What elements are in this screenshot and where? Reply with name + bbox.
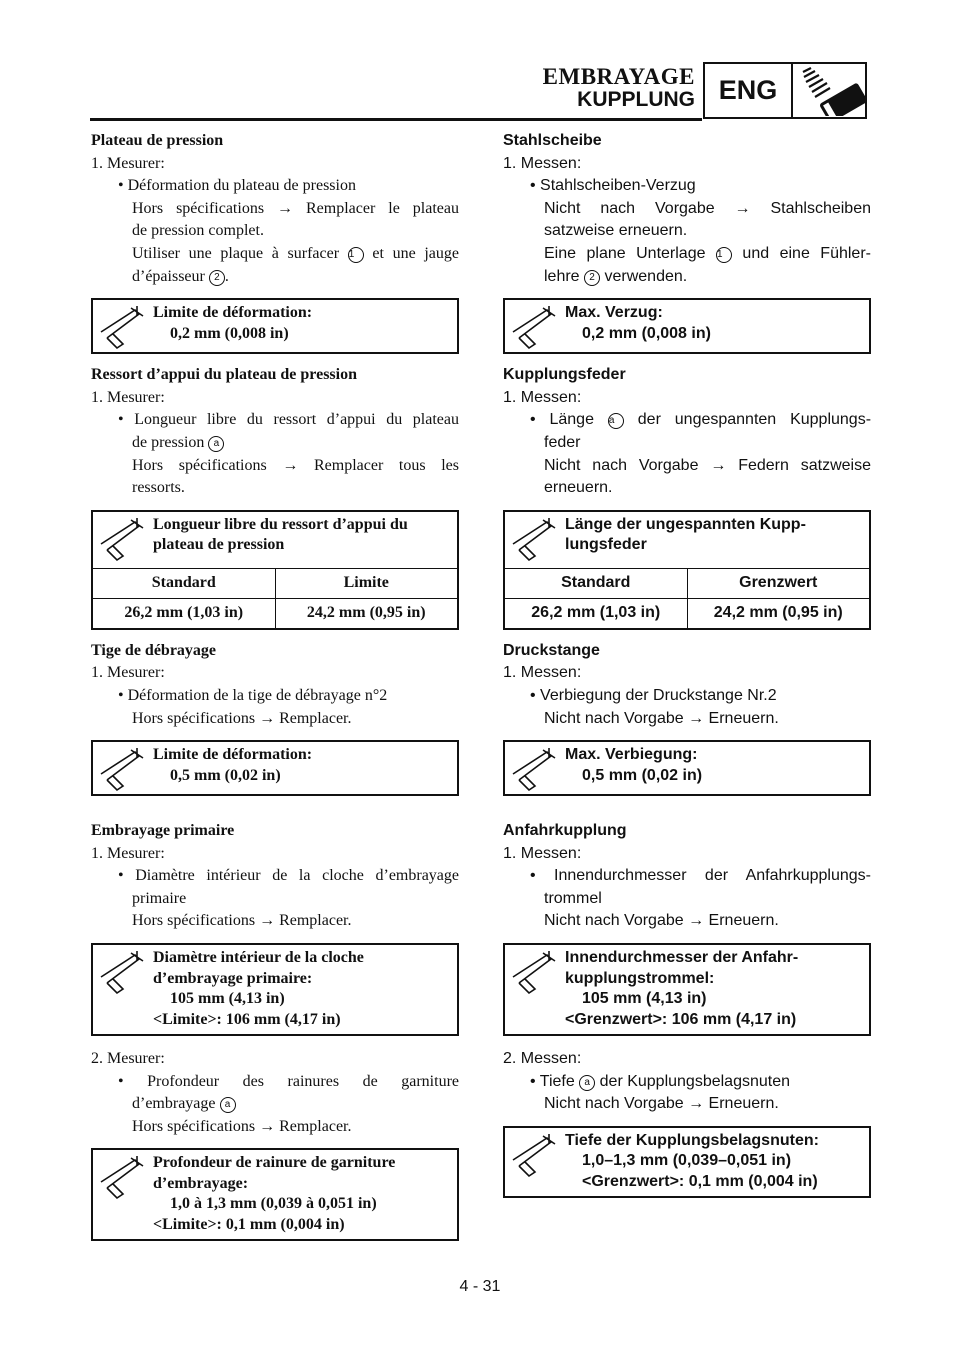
text-line: de pression complet. bbox=[132, 222, 264, 240]
spec-limit: <Limite>: 0,1 mm (0,004 in) bbox=[153, 1215, 345, 1233]
column-french bbox=[91, 130, 459, 1251]
spec-value: 0,2 mm (0,008 in) bbox=[170, 324, 289, 342]
heading-primaire: Embrayage primaire bbox=[91, 822, 235, 840]
spec-title: Max. Verbiegung: bbox=[565, 746, 698, 764]
heading-druckstange: Druckstange bbox=[503, 641, 600, 659]
heading-tige: Tige de débrayage bbox=[91, 641, 217, 659]
step: 1. Mesurer: bbox=[91, 154, 165, 172]
bullet: • Tiefe a der Kupplungsbelagsnuten bbox=[530, 1072, 791, 1090]
table-header: Standard bbox=[151, 573, 216, 591]
callout-a-marker: a bbox=[608, 413, 624, 429]
table-header: Standard bbox=[561, 573, 631, 591]
table-cell: 24,2 mm (0,95 in) bbox=[275, 598, 457, 628]
bullet: • Longueur libre du ressort d’appui du plateau bbox=[118, 411, 459, 429]
text-line: Hors spécifications → Remplacer le plateau bbox=[132, 199, 459, 217]
step: 1. Messen: bbox=[503, 154, 582, 172]
spec-title: Longueur libre du ressort d’appui du bbox=[153, 515, 408, 533]
caliper-icon bbox=[93, 742, 153, 794]
text-line: Hors spécifications → Remplacer. bbox=[132, 709, 352, 727]
spec-title: Limite de déformation: bbox=[153, 304, 313, 322]
spec-value: 105 mm (4,13 in) bbox=[170, 990, 285, 1008]
spec-title: Max. Verzug: bbox=[565, 304, 663, 322]
text-line: satzweise erneuern. bbox=[544, 222, 688, 240]
spec-value: 1,0 à 1,3 mm (0,039 à 0,051 in) bbox=[170, 1195, 377, 1213]
caliper-icon bbox=[505, 1128, 565, 1197]
step: 2. Messen: bbox=[503, 1050, 582, 1068]
spec-limit: <Grenzwert>: 0,1 mm (0,004 in) bbox=[582, 1172, 818, 1190]
spec-limit: <Limite>: 106 mm (4,17 in) bbox=[153, 1010, 341, 1028]
spec-table bbox=[503, 510, 871, 630]
spec-box bbox=[503, 1126, 871, 1199]
section-label: ENG bbox=[705, 64, 793, 117]
text-line: Eine plane Unterlage 1 und eine Fühler- bbox=[544, 244, 871, 262]
text-line: erneuern. bbox=[544, 479, 613, 497]
heading-ressort: Ressort d’appui du plateau de pression bbox=[91, 366, 357, 384]
caliper-icon bbox=[93, 1150, 153, 1239]
caliper-icon bbox=[93, 512, 153, 568]
step: 1. Mesurer: bbox=[91, 388, 165, 406]
bullet: • Profondeur des rainures de garniture bbox=[118, 1072, 459, 1090]
spec-box bbox=[503, 943, 871, 1036]
bullet: • Diamètre intérieur de la cloche d’embrayage bbox=[118, 867, 459, 885]
caliper-icon bbox=[505, 742, 565, 794]
text-line: d’embrayage a bbox=[132, 1093, 459, 1116]
spec-value: 1,0–1,3 mm (0,039–0,051 in) bbox=[582, 1152, 792, 1170]
text-line: Nicht nach Vorgabe → Erneuern. bbox=[544, 1095, 779, 1113]
bullet: • Stahlscheiben-Verzug bbox=[530, 177, 696, 195]
text-line: Nicht nach Vorgabe → Federn satzweise bbox=[544, 456, 871, 474]
caliper-icon bbox=[93, 945, 153, 1034]
spec-title: kupplungstrommel: bbox=[565, 969, 715, 987]
spec-title: Innendurchmesser der Anfahr- bbox=[565, 949, 799, 967]
text-line: Nicht nach Vorgabe → Erneuern. bbox=[544, 912, 779, 930]
heading-stahlscheibe: Stahlscheibe bbox=[503, 132, 602, 149]
callout-2-marker: 2 bbox=[584, 270, 600, 286]
table-cell: 26,2 mm (1,03 in) bbox=[93, 598, 275, 628]
text-line: Nicht nach Vorgabe → Stahlscheiben bbox=[544, 199, 871, 217]
table-cell: 26,2 mm (1,03 in) bbox=[505, 598, 687, 628]
heading-anfahrkupplung: Anfahrkupplung bbox=[503, 822, 627, 840]
caliper-icon bbox=[93, 300, 153, 352]
heading-kupplungsfeder: Kupplungsfeder bbox=[503, 366, 626, 384]
spec-box bbox=[91, 298, 459, 354]
spec-title: plateau de pression bbox=[153, 536, 285, 554]
text-line: feder bbox=[544, 433, 581, 451]
caliper-icon bbox=[505, 512, 565, 568]
step: 1. Messen: bbox=[503, 388, 582, 406]
text-line: Hors spécifications → Remplacer. bbox=[132, 912, 352, 930]
spec-box bbox=[91, 943, 459, 1036]
spec-box bbox=[91, 740, 459, 796]
caliper-icon bbox=[505, 945, 565, 1034]
step: 1. Mesurer: bbox=[91, 844, 165, 862]
spec-title: Limite de déformation: bbox=[153, 746, 313, 764]
spec-value: 0,5 mm (0,02 in) bbox=[582, 766, 703, 784]
text-line: d’épaisseur 2 . bbox=[132, 267, 229, 285]
spec-title: d’embrayage: bbox=[153, 1174, 249, 1192]
text-line: ressorts. bbox=[132, 479, 185, 497]
callout-2-marker: 2 bbox=[209, 270, 225, 286]
step: 1. Messen: bbox=[503, 664, 582, 682]
engine-piston-icon bbox=[795, 66, 867, 116]
text-line: trommel bbox=[544, 889, 602, 907]
text-line: Utiliser une plaque à surfacer 1 et une jauge bbox=[132, 244, 460, 262]
spec-table bbox=[91, 510, 459, 630]
caliper-icon bbox=[505, 300, 565, 352]
text-line: lehre 2 verwenden. bbox=[544, 267, 688, 285]
spec-title: Tiefe der Kupplungsbelagsnuten: bbox=[565, 1131, 819, 1149]
bullet: • Verbiegung der Druckstange Nr.2 bbox=[530, 686, 777, 704]
bullet: • Länge a der ungespannten Kupplungs- bbox=[530, 411, 872, 429]
spec-value: 0,5 mm (0,02 in) bbox=[170, 766, 281, 784]
bullet: • Innendurchmesser der Anfahrkupplungs- bbox=[530, 867, 871, 885]
section-tab bbox=[703, 62, 867, 119]
table-header: Grenzwert bbox=[687, 569, 869, 599]
step: 1. Messen: bbox=[503, 844, 582, 862]
chapter-title-fr: EMBRAYAGE bbox=[542, 64, 695, 89]
callout-a-marker: a bbox=[579, 1075, 595, 1091]
spec-title: Länge der ungespannten Kupp- bbox=[565, 515, 806, 533]
step: 2. Mesurer: bbox=[91, 1050, 165, 1068]
spec-box bbox=[503, 298, 871, 354]
callout-a-marker: a bbox=[208, 436, 224, 452]
spec-value: 0,2 mm (0,008 in) bbox=[582, 324, 711, 342]
table-cell: 24,2 mm (0,95 in) bbox=[687, 598, 869, 628]
bullet: • Déformation de la tige de débrayage n°2 bbox=[118, 686, 388, 704]
text-line: primaire bbox=[132, 889, 187, 907]
spec-title: d’embrayage primaire: bbox=[153, 969, 313, 987]
callout-1-marker: 1 bbox=[716, 247, 732, 263]
header-rule bbox=[90, 118, 702, 121]
page-number: 4 - 31 bbox=[459, 1278, 501, 1295]
heading-plateau: Plateau de pression bbox=[91, 132, 224, 149]
spec-box bbox=[91, 1148, 459, 1241]
text-line: de pression a bbox=[132, 432, 459, 455]
table-header: Limite bbox=[275, 569, 457, 599]
spec-title: Profondeur de rainure de garniture bbox=[153, 1154, 396, 1172]
callout-1-marker: 1 bbox=[348, 247, 364, 263]
text-line: Hors spécifications → Remplacer tous les bbox=[132, 456, 459, 474]
text-line: Nicht nach Vorgabe → Erneuern. bbox=[544, 709, 779, 727]
bullet: • Déformation du plateau de pression bbox=[118, 177, 356, 195]
spec-title: Diamètre intérieur de la cloche bbox=[153, 949, 364, 967]
callout-a-marker: a bbox=[220, 1097, 236, 1113]
spec-value: 105 mm (4,13 in) bbox=[582, 990, 707, 1008]
spec-limit: <Grenzwert>: 106 mm (4,17 in) bbox=[565, 1010, 797, 1028]
spec-box bbox=[503, 740, 871, 796]
spec-title: lungsfeder bbox=[565, 536, 647, 554]
text-line: Hors spécifications → Remplacer. bbox=[132, 1117, 352, 1135]
step: 1. Mesurer: bbox=[91, 664, 165, 682]
column-german bbox=[503, 130, 871, 1208]
chapter-title-de: KUPPLUNG bbox=[577, 88, 695, 111]
